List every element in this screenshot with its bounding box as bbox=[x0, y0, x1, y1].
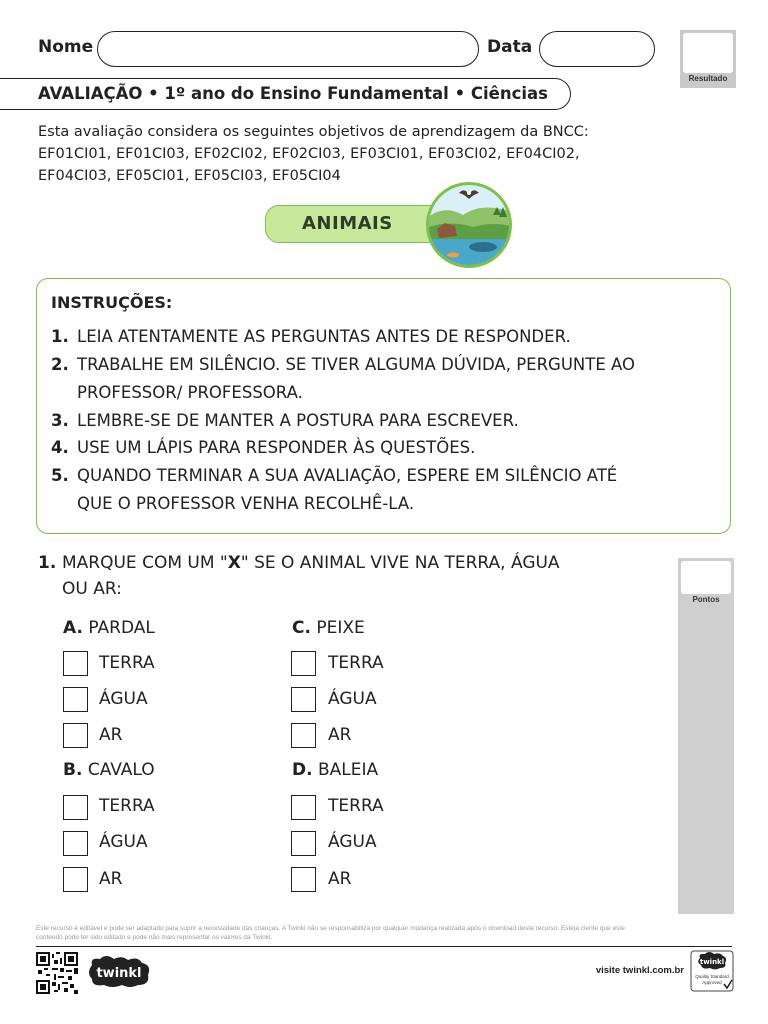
instruction-item-5-cont: QUE O PROFESSOR VENHA RECOLHÊ-LA. bbox=[77, 494, 415, 513]
name-label: Nome bbox=[38, 37, 94, 57]
instruction-text: USE UM LÁPIS PARA RESPONDER ÀS QUESTÕES. bbox=[77, 438, 476, 457]
option-label: ÁGUA bbox=[328, 689, 377, 709]
instruction-item-1 bbox=[51, 323, 721, 351]
bncc-codes-line2: EF04CI03, EF05CI01, EF05CI03, EF05CI04 bbox=[38, 168, 341, 184]
assessment-title: AVALIAÇÃO • 1º ano do Ensino Fundamental • Ciências bbox=[38, 84, 548, 103]
instruction-item-2 bbox=[51, 351, 721, 379]
animal-habitat-illustration bbox=[423, 181, 515, 269]
date-field[interactable] bbox=[539, 31, 655, 67]
option-label: AR bbox=[328, 725, 352, 745]
instruction-number: 3. bbox=[51, 411, 69, 430]
question-1-text-line2: OU AR: bbox=[62, 579, 122, 599]
question-text-part: MARQUE COM UM " bbox=[62, 553, 228, 573]
checkbox-pardal-agua[interactable] bbox=[63, 687, 88, 712]
instruction-text: QUANDO TERMINAR A SUA AVALIAÇÃO, ESPERE EM SILÊNCIO ATÉ bbox=[77, 466, 618, 485]
animal-name: BALEIA bbox=[317, 760, 379, 780]
option-label: TERRA bbox=[328, 796, 384, 816]
checkbox-cavalo-terra[interactable] bbox=[63, 795, 88, 820]
checkbox-baleia-terra[interactable] bbox=[291, 795, 316, 820]
animal-letter: D. bbox=[292, 760, 313, 780]
option-label: AR bbox=[99, 725, 123, 745]
topic-banner bbox=[265, 205, 445, 243]
instruction-item-2-cont: PROFESSOR/ PROFESSORA. bbox=[77, 383, 303, 402]
option-label: AR bbox=[99, 869, 123, 889]
points-label: Pontos bbox=[692, 595, 720, 604]
qr-code-icon bbox=[36, 952, 78, 994]
instruction-text: LEIA ATENTAMENTE AS PERGUNTAS ANTES DE RESPONDER. bbox=[77, 327, 571, 346]
quality-badge-icon bbox=[690, 950, 734, 992]
disclaimer-line: Este recurso é editável e pode ser adaptado para suprir a necessidade das crianças. A Twinkl não se responsabiliza por qualquer mudança realizada após o download deste recurso. Esteja ciente que este bbox=[36, 925, 625, 932]
checkbox-cavalo-agua[interactable] bbox=[63, 831, 88, 856]
checkbox-peixe-ar[interactable] bbox=[291, 723, 316, 748]
instruction-text: LEMBRE-SE DE MANTER A POSTURA PARA ESCREVER. bbox=[77, 411, 519, 430]
checkbox-pardal-ar[interactable] bbox=[63, 723, 88, 748]
question-1-text bbox=[38, 550, 560, 576]
animal-letter: C. bbox=[292, 618, 311, 638]
disclaimer-line: conteúdo pode ter sido editado e pode não mais representar os valores da Twinkl. bbox=[36, 934, 273, 941]
checkbox-baleia-ar[interactable] bbox=[291, 867, 316, 892]
points-column bbox=[678, 558, 734, 914]
option-label: AR bbox=[328, 869, 352, 889]
animal-b-heading bbox=[63, 760, 155, 780]
question-number: 1. bbox=[38, 553, 57, 573]
result-field[interactable] bbox=[683, 33, 733, 73]
checkbox-peixe-agua[interactable] bbox=[291, 687, 316, 712]
visit-website-text: visite twinkl.com.br bbox=[595, 965, 684, 976]
checkbox-cavalo-ar[interactable] bbox=[63, 867, 88, 892]
instructions-title: INSTRUÇÕES: bbox=[51, 293, 173, 312]
option-label: TERRA bbox=[99, 796, 155, 816]
animal-a-heading bbox=[63, 618, 155, 638]
option-label: ÁGUA bbox=[99, 689, 148, 709]
checkbox-pardal-terra[interactable] bbox=[63, 651, 88, 676]
option-label: TERRA bbox=[328, 653, 384, 673]
name-field[interactable] bbox=[97, 31, 479, 67]
option-label: TERRA bbox=[99, 653, 155, 673]
topic-title: ANIMAIS bbox=[302, 213, 393, 234]
instruction-text: TRABALHE EM SILÊNCIO. SE TIVER ALGUMA DÚVIDA, PERGUNTE AO bbox=[77, 355, 635, 374]
checkbox-peixe-terra[interactable] bbox=[291, 651, 316, 676]
instruction-item-3 bbox=[51, 407, 721, 435]
assessment-title-bar bbox=[0, 78, 571, 110]
bncc-intro-line1: Esta avaliação considera os seguintes objetivos de aprendizagem da BNCC: bbox=[38, 124, 589, 140]
points-field[interactable] bbox=[681, 561, 731, 594]
result-label: Resultado bbox=[688, 74, 728, 83]
animal-c-heading bbox=[292, 618, 365, 638]
instructions-box bbox=[36, 278, 731, 534]
badge-text: Approved bbox=[702, 980, 722, 985]
logo-text: twinkl bbox=[96, 966, 142, 981]
badge-logo-text: twinkl bbox=[699, 958, 725, 966]
animal-name: CAVALO bbox=[87, 760, 155, 780]
animal-letter: B. bbox=[63, 760, 83, 780]
option-label: ÁGUA bbox=[99, 832, 148, 852]
checkbox-baleia-agua[interactable] bbox=[291, 831, 316, 856]
animal-letter: A. bbox=[63, 618, 83, 638]
option-label: ÁGUA bbox=[328, 832, 377, 852]
animal-name: PEIXE bbox=[316, 618, 365, 638]
animal-name: PARDAL bbox=[88, 618, 155, 638]
instruction-number: 4. bbox=[51, 438, 69, 457]
question-mark-symbol: X bbox=[227, 553, 241, 573]
animal-d-heading bbox=[292, 760, 378, 780]
instruction-item-4 bbox=[51, 434, 721, 462]
badge-text: Quality Standard bbox=[695, 974, 729, 979]
result-box bbox=[680, 30, 736, 88]
footer-divider bbox=[36, 946, 732, 947]
question-text-part: " SE O ANIMAL VIVE NA TERRA, ÁGUA bbox=[240, 553, 560, 573]
instruction-item-5 bbox=[51, 462, 721, 490]
instruction-number: 5. bbox=[51, 466, 69, 485]
instruction-number: 1. bbox=[51, 327, 69, 346]
instruction-number: 2. bbox=[51, 355, 69, 374]
bncc-codes-line1: EF01CI01, EF01CI03, EF02CI02, EF02CI03, EF03CI01, EF03CI02, EF04CI02, bbox=[38, 146, 580, 162]
date-label: Data bbox=[487, 37, 533, 57]
twinkl-logo bbox=[86, 955, 152, 989]
footer-disclaimer bbox=[36, 924, 736, 942]
